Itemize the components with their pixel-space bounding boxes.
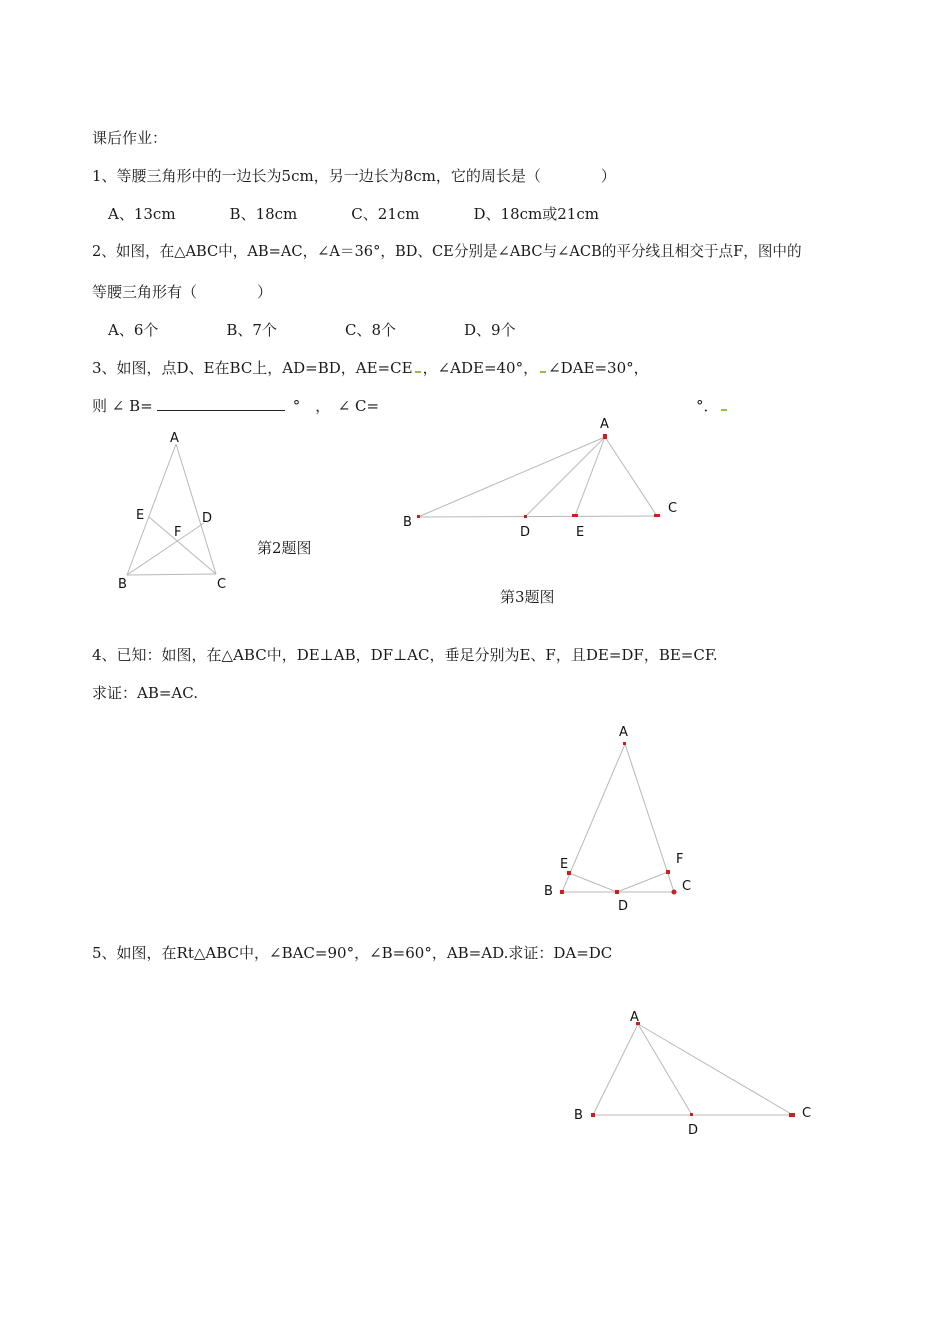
q2-option-b: B、7个 bbox=[226, 321, 277, 339]
q2-label-c: C bbox=[217, 577, 227, 592]
q3-side-ac bbox=[605, 437, 657, 516]
q3-point-d bbox=[524, 515, 527, 518]
q3-figure bbox=[400, 412, 690, 542]
q4-side-ab bbox=[562, 744, 625, 892]
q3-stem-part-b: ，∠ADE=40°， bbox=[422, 359, 539, 377]
q3-point-c bbox=[654, 514, 660, 517]
q4-perpendicular-de bbox=[569, 873, 617, 892]
q1-option-c: C、21cm bbox=[351, 205, 420, 223]
q1-options bbox=[108, 204, 599, 224]
q1-option-d: D、18cm或21cm bbox=[473, 205, 599, 223]
q1-stem: 1、等腰三角形中的一边长为5cm，另一边长为8cm，它的周长是（ ） bbox=[92, 167, 616, 185]
q3-side-bc bbox=[418, 516, 657, 517]
q2-label-e: E bbox=[136, 508, 145, 523]
q4-point-d bbox=[615, 890, 619, 894]
q5-point-b bbox=[591, 1113, 595, 1117]
q4-label-a: A bbox=[619, 725, 628, 740]
q5-label-d: D bbox=[688, 1123, 699, 1138]
q3-answer-end bbox=[696, 396, 729, 416]
q5-label-b: B bbox=[574, 1108, 583, 1123]
q3-label-a: A bbox=[600, 417, 609, 432]
q4-perpendicular-df bbox=[617, 872, 668, 892]
q4-stem: 4、已知：如图，在△ABC中，DE⊥AB，DF⊥AC，垂足分别为E、F，且DE=DF，BE=CF. bbox=[92, 646, 718, 664]
q2-option-a: A、6个 bbox=[108, 321, 159, 339]
q3-point-e bbox=[572, 514, 578, 517]
q4-label-d: D bbox=[618, 899, 629, 914]
highlight-mark bbox=[540, 371, 546, 373]
q3-label-d: D bbox=[520, 525, 531, 540]
q4-label-c: C bbox=[682, 879, 692, 894]
q4-label-e: E bbox=[560, 857, 569, 872]
q3-label-c: C bbox=[668, 501, 678, 516]
q2-options bbox=[108, 320, 516, 340]
q4-point-a bbox=[623, 742, 626, 745]
q5-side-ab bbox=[593, 1024, 638, 1115]
q3-answer-end-text: °． bbox=[696, 397, 719, 415]
q4-point-c bbox=[672, 890, 677, 895]
worksheet-heading: 课后作业： bbox=[92, 129, 168, 147]
q2-side-bc bbox=[127, 574, 216, 575]
q2-side-ac bbox=[176, 444, 216, 574]
q3-point-b bbox=[417, 515, 420, 518]
q2-stem-line1: 2、如图，在△ABC中，AB=AC，∠A＝36°，BD、CE分别是∠ABC与∠ACB的平分线且相交于点F，图中的 bbox=[92, 243, 802, 260]
q3-point-a bbox=[603, 434, 607, 439]
q2-option-d: D、9个 bbox=[464, 321, 516, 339]
q4-label-f: F bbox=[676, 852, 684, 867]
q3-segment-ad bbox=[526, 437, 605, 516]
q3-stem bbox=[92, 358, 649, 378]
q3-label-b: B bbox=[403, 515, 412, 530]
q4-figure bbox=[540, 720, 700, 915]
q5-stem: 5、如图，在Rt△ABC中，∠BAC=90°，∠B=60°，AB=AD.求证：DA=DC bbox=[92, 944, 613, 962]
q3-stem-part-c: ∠DAE=30°， bbox=[548, 359, 649, 377]
q5-label-a: A bbox=[630, 1010, 639, 1025]
q2-label-b: B bbox=[118, 577, 127, 592]
q4-label-b: B bbox=[544, 884, 553, 899]
q5-figure bbox=[570, 1008, 820, 1138]
q2-figure-caption: 第2题图 bbox=[257, 539, 312, 557]
q1-option-a: A、13cm bbox=[108, 205, 176, 223]
q4-prove: 求证：AB=AC. bbox=[92, 684, 198, 702]
q3-answer-line bbox=[92, 396, 379, 416]
q5-point-c bbox=[789, 1113, 795, 1117]
q3-stem-part-a: 3、如图，点D、E在BC上，AD=BD，AE=CE bbox=[92, 359, 413, 377]
q3-figure-caption: 第3题图 bbox=[500, 588, 555, 606]
highlight-mark bbox=[415, 371, 421, 373]
q4-point-f bbox=[666, 870, 670, 874]
q2-label-a: A bbox=[170, 431, 179, 446]
q3-angle-c-label: ° ， ∠ C= bbox=[292, 397, 380, 415]
q4-point-b bbox=[560, 890, 564, 894]
q5-side-ac bbox=[638, 1024, 793, 1115]
q5-label-c: C bbox=[802, 1106, 812, 1121]
q3-side-ab bbox=[418, 437, 605, 517]
q5-segment-ad bbox=[638, 1024, 692, 1115]
q3-label-e: E bbox=[576, 525, 585, 540]
q2-label-f: F bbox=[174, 525, 182, 540]
q5-point-d bbox=[690, 1113, 693, 1116]
q2-label-d: D bbox=[202, 511, 213, 526]
q3-segment-ae bbox=[575, 437, 605, 516]
q4-side-ac bbox=[625, 744, 674, 892]
q2-figure bbox=[110, 425, 250, 595]
q2-stem-line2: 等腰三角形有（ ） bbox=[92, 283, 273, 301]
q2-option-c: C、8个 bbox=[344, 321, 396, 339]
q3-angle-b-label: 则 ∠ B= bbox=[92, 397, 153, 415]
q3-angle-b-blank[interactable] bbox=[157, 396, 285, 411]
q2-side-ab bbox=[127, 444, 176, 575]
highlight-mark bbox=[721, 409, 727, 411]
q1-option-b: B、18cm bbox=[229, 205, 298, 223]
